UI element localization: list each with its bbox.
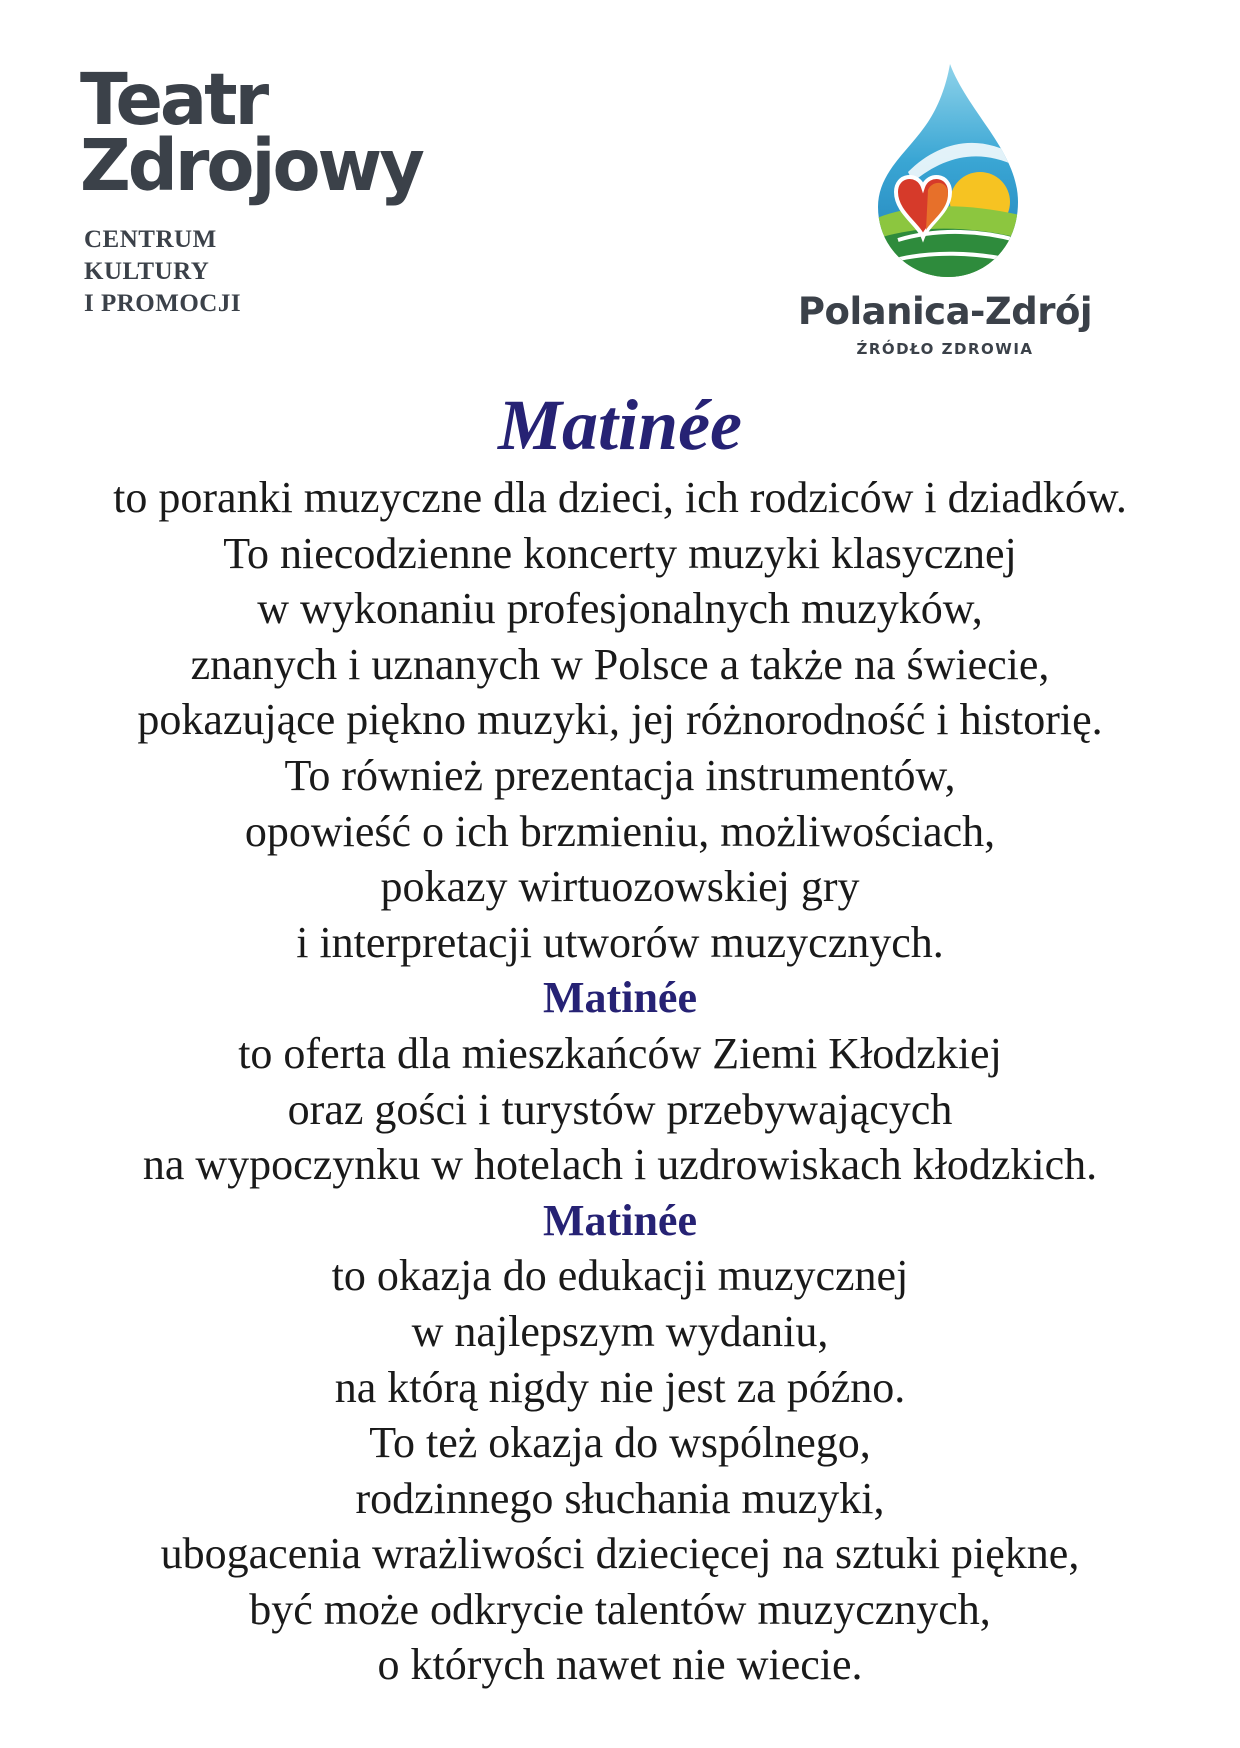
text-line: pokazujące piękno muzyki, jej różnorodność i historię.: [137, 695, 1103, 745]
text-line: pokazy wirtuozowskiej gry: [380, 862, 860, 912]
polanica-name: Polanica-Zdrój: [797, 290, 1093, 333]
section-heading: Matinée: [543, 973, 697, 1023]
logo-word-teatr: Teatr: [80, 57, 267, 142]
text-line: na którą nigdy nie jest za późno.: [334, 1362, 906, 1412]
main-content: [0, 380, 1240, 1693]
section-education: [0, 1248, 1240, 1693]
text-line: o których nawet nie wiecie.: [377, 1640, 863, 1690]
polanica-zdroj-logo: [780, 62, 1110, 362]
logo-word-zdrojowy: Zdrojowy: [80, 123, 422, 208]
teatr-zdrojowy-logo: [80, 57, 460, 326]
text-line: w wykonaniu profesjonalnych muzyków,: [257, 584, 983, 634]
text-line: oraz gości i turystów przebywających: [287, 1084, 953, 1134]
section-heading: Matinée: [543, 1195, 697, 1245]
page-title: Matinée: [498, 385, 742, 465]
text-line: to oferta dla mieszkańców Ziemi Kłodzkiej: [238, 1028, 1002, 1078]
text-line: być może odkrycie talentów muzycznych,: [249, 1584, 991, 1634]
logo-subtitle-line: KULTURY: [84, 258, 210, 285]
water-drop-icon: [868, 62, 1028, 282]
polanica-tagline: ŹRÓDŁO ZDROWIA: [856, 340, 1034, 358]
logo-subtitle: [84, 224, 241, 320]
section-offer: [0, 1026, 1240, 1193]
text-line: opowieść o ich brzmieniu, możliwościach,: [244, 806, 996, 856]
text-line: To też okazja do wspólnego,: [369, 1418, 871, 1468]
text-line: rodzinnego słuchania muzyki,: [355, 1473, 885, 1523]
text-line: To również prezentacja instrumentów,: [284, 750, 956, 800]
text-line: to okazja do edukacji muzycznej: [331, 1251, 909, 1301]
text-line: znanych i uznanych w Polsce a także na świecie,: [190, 639, 1050, 689]
text-line: i interpretacji utworów muzycznych.: [296, 917, 944, 967]
logo-subtitle-line: CENTRUM: [84, 226, 217, 253]
text-line: to poranki muzyczne dla dzieci, ich rodziców i dziadków.: [113, 473, 1127, 522]
section-intro: [0, 470, 1240, 970]
logo-subtitle-line: I PROMOCJI: [84, 290, 242, 317]
text-line: ubogacenia wrażliwości dziecięcej na sztuki piękne,: [160, 1529, 1080, 1579]
text-line: To niecodzienne koncerty muzyki klasycznej: [223, 528, 1017, 578]
text-line: w najlepszym wydaniu,: [411, 1306, 829, 1356]
text-line: na wypoczynku w hotelach i uzdrowiskach kłodzkich.: [142, 1140, 1098, 1190]
